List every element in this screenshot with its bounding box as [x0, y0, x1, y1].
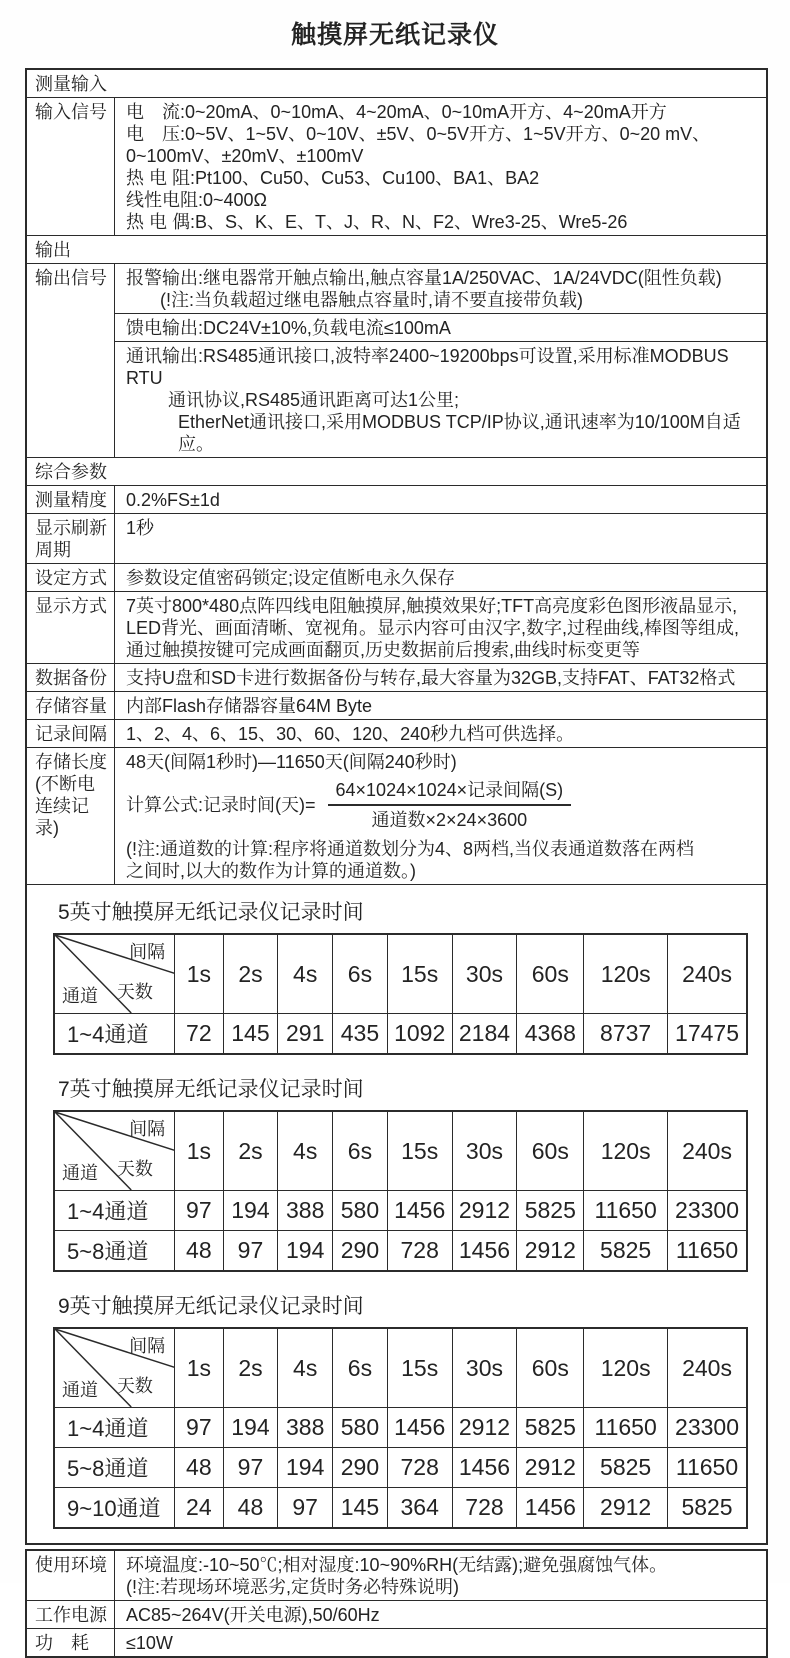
corner-label-channel: 通道 — [62, 986, 98, 1006]
channel-label: 1~4通道 — [54, 1191, 175, 1231]
row-label-accuracy: 测量精度 — [27, 486, 115, 513]
corner-label-channel: 通道 — [62, 1163, 98, 1183]
row-label-record-interval: 记录间隔 — [27, 720, 115, 747]
row-label-power-consumption: 功 耗 — [27, 1629, 115, 1656]
section-header-general-params: 综合参数 — [27, 458, 766, 486]
record-days-cell: 2912 — [517, 1448, 584, 1488]
row-label-output-signal: 输出信号 — [27, 264, 115, 457]
interval-header-cell: 1s — [175, 934, 224, 1014]
row-input-signal — [27, 98, 766, 236]
record-days-cell: 1092 — [387, 1014, 452, 1055]
storage-note — [126, 838, 760, 882]
record-days-cell: 11650 — [584, 1408, 668, 1448]
row-label-environment: 使用环境 — [27, 1551, 115, 1600]
interval-header-row — [54, 1328, 747, 1408]
text-line: 0~100mV、±20mV、±100mV — [126, 146, 364, 166]
record-days-cell: 8737 — [584, 1014, 668, 1055]
interval-header-cell: 1s — [175, 1111, 224, 1191]
record-days-cell: 290 — [333, 1231, 388, 1272]
record-days-cell: 388 — [278, 1408, 333, 1448]
interval-header-cell: 6s — [333, 1328, 388, 1408]
power-supply-value: AC85~264V(开关电源),50/60Hz — [126, 1605, 380, 1625]
alarm-output-cell — [115, 264, 766, 314]
record-days-cell: 194 — [278, 1231, 333, 1272]
row-display-mode — [27, 592, 766, 664]
record-days-cell: 2184 — [452, 1014, 517, 1055]
interval-header-row — [54, 1111, 747, 1191]
record-days-cell: 5825 — [584, 1231, 668, 1272]
channel-row — [54, 1488, 747, 1529]
corner-cell — [54, 934, 175, 1014]
row-label-data-backup: 数据备份 — [27, 664, 115, 691]
record-days-cell: 435 — [333, 1014, 388, 1055]
formula-numerator: 64×1024×1024×记录间隔(S) — [328, 779, 572, 806]
record-days-cell: 2912 — [584, 1488, 668, 1529]
record-days-cell: 728 — [452, 1488, 517, 1529]
interval-header-cell: 30s — [452, 934, 517, 1014]
interval-header-cell: 120s — [584, 1111, 668, 1191]
input-signal-content — [115, 98, 766, 235]
setting-mode-value: 参数设定值密码锁定;设定值断电永久保存 — [126, 568, 455, 588]
record-time-table — [53, 1327, 748, 1529]
record-days-cell: 2912 — [452, 1408, 517, 1448]
comm-output-cell — [115, 342, 766, 457]
record-days-cell: 290 — [333, 1448, 388, 1488]
record-days-cell: 728 — [387, 1448, 452, 1488]
record-table-title: 9英寸触摸屏无纸记录仪记录时间 — [58, 1295, 364, 1318]
row-label-refresh-period: 显示刷新周期 — [27, 514, 115, 563]
environment-table — [25, 1549, 768, 1658]
row-label-input-signal: 输入信号 — [27, 98, 115, 235]
row-accuracy — [27, 486, 766, 514]
interval-header-row — [54, 934, 747, 1014]
record-days-cell: 11650 — [668, 1448, 747, 1488]
text-line: 馈电输出:DC24V±10%,负载电流≤100mA — [126, 318, 451, 338]
record-days-cell: 11650 — [668, 1231, 747, 1272]
row-power-consumption — [27, 1629, 766, 1656]
channel-label: 1~4通道 — [54, 1014, 175, 1055]
text-line: 环境温度:-10~50℃;相对湿度:10~90%RH(无结露);避免强腐蚀气体。 — [126, 1555, 668, 1575]
record-days-cell: 24 — [175, 1488, 224, 1529]
record-days-cell: 1456 — [452, 1231, 517, 1272]
channel-row — [54, 1014, 747, 1055]
corner-cell — [54, 1328, 175, 1408]
text-line: 电 流:0~20mA、0~10mA、4~20mA、0~10mA开方、4~20mA开方 — [126, 102, 667, 122]
text-line: 连续记录) — [35, 796, 89, 838]
channel-label: 5~8通道 — [54, 1231, 175, 1272]
record-days-cell: 97 — [175, 1191, 224, 1231]
corner-label-interval: 间隔 — [129, 942, 166, 962]
record-days-cell: 5825 — [668, 1488, 747, 1529]
record-table-title: 7英寸触摸屏无纸记录仪记录时间 — [58, 1078, 364, 1101]
storage-length-content — [115, 748, 766, 884]
record-days-cell: 48 — [175, 1231, 224, 1272]
corner-label-days: 天数 — [116, 1376, 153, 1396]
record-days-cell: 194 — [223, 1191, 278, 1231]
record-interval-value: 1、2、4、6、15、30、60、120、240秒九档可供选择。 — [126, 724, 575, 744]
interval-header-cell: 15s — [387, 1111, 452, 1191]
interval-header-cell: 1s — [175, 1328, 224, 1408]
corner-label-interval: 间隔 — [129, 1119, 166, 1139]
row-storage-length — [27, 748, 766, 885]
record-days-cell: 5825 — [517, 1408, 584, 1448]
text-line: 通过触摸按键可完成画面翻页,历史数据前后搜索,曲线时标变更等 — [126, 640, 640, 660]
interval-header-cell: 240s — [668, 1111, 747, 1191]
text-line: (!注:当负载超过继电器触点容量时,请不要直接带负载) — [160, 290, 583, 310]
channel-label: 9~10通道 — [54, 1488, 175, 1529]
text-line: (!注:通道数的计算:程序将通道数划分为4、8两档,当仪表通道数落在两档 — [126, 839, 695, 859]
refresh-period-value: 1秒 — [126, 518, 155, 538]
record-days-cell: 194 — [223, 1408, 278, 1448]
text-line: (!注:若现场环境恶劣,定货时务必特殊说明) — [126, 1577, 459, 1597]
record-days-cell: 194 — [278, 1448, 333, 1488]
main-spec-table — [25, 68, 768, 1545]
interval-header-cell: 60s — [517, 1111, 584, 1191]
text-line: 通讯协议,RS485通讯距离可达1公里; — [168, 390, 460, 410]
record-days-cell: 4368 — [517, 1014, 584, 1055]
row-power-supply — [27, 1601, 766, 1629]
record-days-cell: 23300 — [668, 1191, 747, 1231]
channel-row — [54, 1408, 747, 1448]
record-days-cell: 5825 — [584, 1448, 668, 1488]
row-storage-capacity — [27, 692, 766, 720]
row-setting-mode — [27, 564, 766, 592]
text-line: EtherNet通讯接口,采用MODBUS TCP/IP协议,通讯速率为10/100M自适应。 — [178, 412, 741, 454]
record-days-cell: 97 — [223, 1448, 278, 1488]
record-days-cell: 17475 — [668, 1014, 747, 1055]
record-days-cell: 1456 — [387, 1408, 452, 1448]
section-header-measure-input: 测量输入 — [27, 70, 766, 98]
interval-header-cell: 2s — [223, 1328, 278, 1408]
formula-prefix: 计算公式:记录时间(天)= — [126, 795, 316, 815]
record-tables-region — [27, 885, 766, 1543]
record-days-cell: 580 — [333, 1191, 388, 1231]
row-label-power-supply: 工作电源 — [27, 1601, 115, 1628]
text-line: (不断电 — [35, 774, 95, 794]
channel-row — [54, 1191, 747, 1231]
row-label-storage-capacity: 存储容量 — [27, 692, 115, 719]
interval-header-cell: 4s — [278, 934, 333, 1014]
text-line: LED背光、画面清晰、宽视角。显示内容可由汉字,数字,过程曲线,棒图等组成, — [126, 618, 740, 638]
row-environment — [27, 1551, 766, 1601]
interval-header-cell: 6s — [333, 1111, 388, 1191]
text-line: 热 电 偶:B、S、K、E、T、J、R、N、F2、Wre3-25、Wre5-26 — [126, 212, 628, 232]
power-consumption-value: ≤10W — [126, 1633, 173, 1653]
environment-content — [115, 1551, 766, 1600]
corner-label-channel: 通道 — [62, 1380, 98, 1400]
interval-header-cell: 6s — [333, 934, 388, 1014]
record-days-cell: 97 — [175, 1408, 224, 1448]
record-days-cell: 97 — [278, 1488, 333, 1529]
interval-header-cell: 4s — [278, 1328, 333, 1408]
data-backup-value: 支持U盘和SD卡进行数据备份与转存,最大容量为32GB,支持FAT、FAT32格式 — [126, 668, 736, 688]
record-days-cell: 2912 — [517, 1231, 584, 1272]
text-line: 线性电阻:0~400Ω — [126, 190, 268, 210]
record-days-cell: 1456 — [517, 1488, 584, 1529]
record-days-cell: 728 — [387, 1231, 452, 1272]
row-data-backup — [27, 664, 766, 692]
section-header-output: 输出 — [27, 236, 766, 264]
row-label-storage-length — [27, 748, 115, 884]
row-refresh-period — [27, 514, 766, 564]
interval-header-cell: 120s — [584, 1328, 668, 1408]
row-label-setting-mode: 设定方式 — [27, 564, 115, 591]
record-days-cell: 388 — [278, 1191, 333, 1231]
row-record-interval — [27, 720, 766, 748]
record-table-block — [27, 1295, 766, 1529]
record-days-cell: 145 — [223, 1014, 278, 1055]
record-days-cell: 2912 — [452, 1191, 517, 1231]
text-line: 之间时,以大的数作为计算的通道数。) — [126, 861, 416, 881]
record-table-block — [27, 901, 766, 1055]
storage-formula — [126, 779, 760, 831]
interval-header-cell: 120s — [584, 934, 668, 1014]
record-days-cell: 48 — [175, 1448, 224, 1488]
interval-header-cell: 60s — [517, 1328, 584, 1408]
record-table-title: 5英寸触摸屏无纸记录仪记录时间 — [58, 901, 364, 924]
record-days-cell: 1456 — [452, 1448, 517, 1488]
record-days-cell: 72 — [175, 1014, 224, 1055]
channel-label: 1~4通道 — [54, 1408, 175, 1448]
record-days-cell: 1456 — [387, 1191, 452, 1231]
row-label-display-mode: 显示方式 — [27, 592, 115, 663]
display-mode-content — [115, 592, 766, 663]
feed-output-cell — [115, 314, 766, 342]
record-days-cell: 48 — [223, 1488, 278, 1529]
text-line: 存储长度 — [35, 752, 107, 772]
record-time-table — [53, 933, 748, 1055]
corner-label-interval: 间隔 — [129, 1336, 166, 1356]
interval-header-cell: 2s — [223, 1111, 278, 1191]
interval-header-cell: 2s — [223, 934, 278, 1014]
text-line: 通讯输出:RS485通讯接口,波特率2400~19200bps可设置,采用标准MODBUS RTU — [126, 346, 729, 388]
interval-header-cell: 15s — [387, 934, 452, 1014]
formula-denominator: 通道数×2×24×3600 — [371, 810, 528, 830]
interval-header-cell: 15s — [387, 1328, 452, 1408]
text-line: 7英寸800*480点阵四线电阻触摸屏,触摸效果好;TFT高亮度彩色图形液晶显示, — [126, 596, 738, 616]
interval-header-cell: 30s — [452, 1111, 517, 1191]
corner-label-days: 天数 — [116, 1159, 153, 1179]
record-days-cell: 5825 — [517, 1191, 584, 1231]
formula-fraction — [328, 779, 572, 831]
channel-row — [54, 1231, 747, 1272]
output-signal-content — [115, 264, 766, 457]
record-time-table — [53, 1110, 748, 1272]
record-days-cell: 145 — [333, 1488, 388, 1529]
interval-header-cell: 240s — [668, 1328, 747, 1408]
row-output-signal — [27, 264, 766, 458]
record-days-cell: 364 — [387, 1488, 452, 1529]
corner-label-days: 天数 — [116, 982, 153, 1002]
text-line: 报警输出:继电器常开触点输出,触点容量1A/250VAC、1A/24VDC(阻性负载) — [126, 268, 722, 288]
record-days-cell: 23300 — [668, 1408, 747, 1448]
corner-cell — [54, 1111, 175, 1191]
interval-header-cell: 240s — [668, 934, 747, 1014]
record-days-cell: 97 — [223, 1231, 278, 1272]
record-days-cell: 291 — [278, 1014, 333, 1055]
interval-header-cell: 4s — [278, 1111, 333, 1191]
text-line: 电 压:0~5V、1~5V、0~10V、±5V、0~5V开方、1~5V开方、0~20 mV、 — [126, 124, 711, 144]
record-days-cell: 11650 — [584, 1191, 668, 1231]
channel-row — [54, 1448, 747, 1488]
accuracy-value: 0.2%FS±1d — [126, 490, 220, 510]
storage-range-text: 48天(间隔1秒时)—11650天(间隔240秒时) — [126, 752, 457, 772]
interval-header-cell: 30s — [452, 1328, 517, 1408]
record-days-cell: 580 — [333, 1408, 388, 1448]
page-title: 触摸屏无纸记录仪 — [290, 21, 499, 49]
interval-header-cell: 60s — [517, 934, 584, 1014]
channel-label: 5~8通道 — [54, 1448, 175, 1488]
record-table-block — [27, 1078, 766, 1272]
text-line: 热 电 阻:Pt100、Cu50、Cu53、Cu100、BA1、BA2 — [126, 168, 540, 188]
storage-capacity-value: 内部Flash存储器容量64M Byte — [126, 696, 373, 716]
